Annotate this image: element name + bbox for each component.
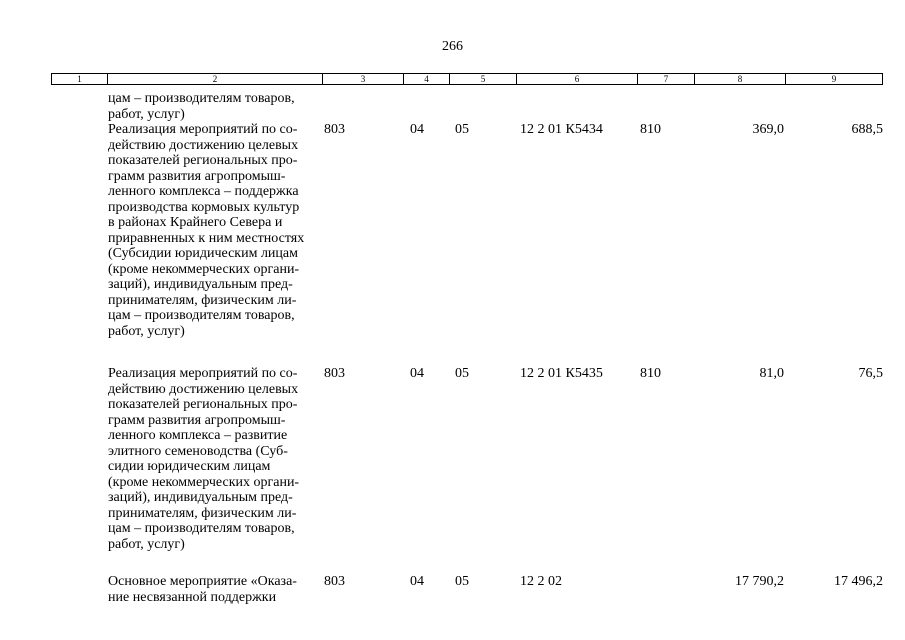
header-cell-5: 5 [449, 73, 517, 85]
header-cell-2: 2 [107, 73, 323, 85]
header-cell-3: 3 [322, 73, 404, 85]
cell-ministry-code: 803 [324, 574, 345, 589]
cell-subsection: 05 [455, 366, 469, 381]
cell-target-article: 12 2 01 К5435 [520, 366, 603, 381]
cell-expense-type: 810 [640, 122, 661, 137]
header-cell-1: 1 [51, 73, 108, 85]
cell-section: 04 [410, 122, 424, 137]
cell-section: 04 [410, 366, 424, 381]
cell-ministry-code: 803 [324, 366, 345, 381]
row-description: цам – производителям товаров, работ, услуг) [108, 91, 295, 122]
cell-amount-2: 17 496,2 [834, 574, 883, 589]
page-number: 266 [442, 39, 463, 54]
header-cell-9: 9 [785, 73, 883, 85]
cell-subsection: 05 [455, 122, 469, 137]
cell-expense-type: 810 [640, 366, 661, 381]
cell-ministry-code: 803 [324, 122, 345, 137]
cell-target-article: 12 2 01 К5434 [520, 122, 603, 137]
header-cell-7: 7 [637, 73, 695, 85]
cell-amount-1: 369,0 [752, 122, 784, 137]
row-description: Реализация мероприятий по со- действию достижению целевых показателей региональных про- грамм развития агропромыш- ленного комплекса – поддержка производства кормовых культур в районах Крайнего Севера и приравненных к ним местностях (Субсидии юридическим лицам (кроме некоммерческих органи- заций), индивидуальным пред- принимателям, физическим ли- цам – производителям товаров, работ, услуг) [108, 122, 305, 339]
row-description: Основное мероприятие «Оказа- ние несвязанной поддержки [108, 574, 297, 605]
cell-target-article: 12 2 02 [520, 574, 562, 589]
header-cell-4: 4 [403, 73, 450, 85]
cell-section: 04 [410, 574, 424, 589]
cell-amount-1: 81,0 [759, 366, 784, 381]
cell-amount-2: 76,5 [858, 366, 883, 381]
cell-amount-2: 688,5 [851, 122, 883, 137]
header-cell-6: 6 [516, 73, 638, 85]
cell-amount-1: 17 790,2 [735, 574, 784, 589]
cell-subsection: 05 [455, 574, 469, 589]
header-cell-8: 8 [694, 73, 786, 85]
row-description: Реализация мероприятий по со- действию достижению целевых показателей региональных про- грамм развития агропромыш- ленного комплекса – развитие элитного семеноводства (Суб- сидии юридическим лицам (кроме некоммерческих органи- заций), индивидуальным пред- принимателям, физическим ли- цам – производителям товаров, работ, услуг) [108, 366, 300, 552]
table-header [51, 73, 884, 85]
